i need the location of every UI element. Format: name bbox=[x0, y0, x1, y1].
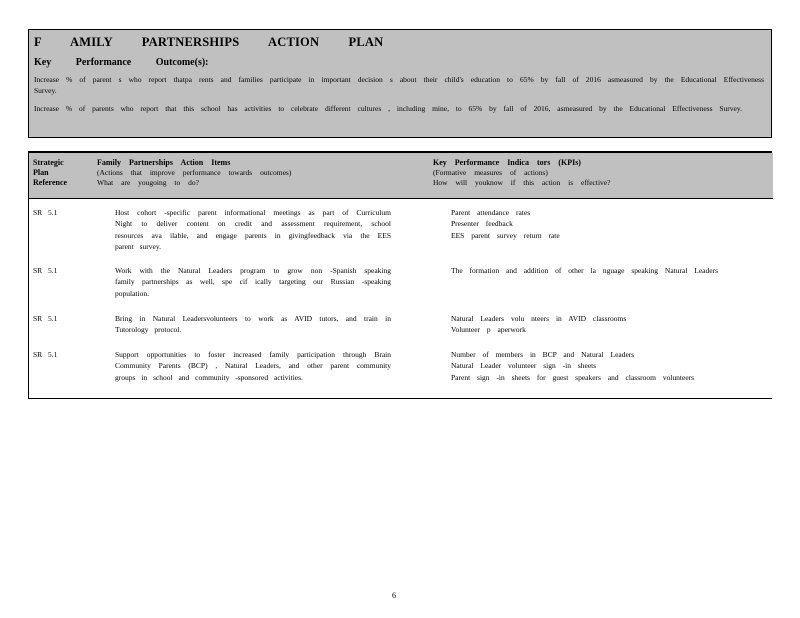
action-text: Work with the Natural Leaders program to grow non -Spanish speaking family partnerships as well, spe cif ically targeting our Russian -speaking population. bbox=[115, 266, 391, 298]
action-plan-table bbox=[28, 151, 772, 399]
kpi-text: Parent attendance rates bbox=[451, 208, 531, 217]
page-number: 6 bbox=[392, 591, 396, 600]
plan-reference: SR 5.1 bbox=[33, 208, 58, 217]
outcomes-section bbox=[28, 29, 772, 138]
kpi-text: EES parent survey return rate bbox=[451, 230, 560, 240]
plan-reference: SR 5.1 bbox=[33, 314, 58, 323]
kpi-text: Presenter feedback bbox=[451, 219, 513, 229]
kpi-list bbox=[433, 349, 763, 383]
list-item bbox=[433, 218, 763, 229]
kpi-list bbox=[433, 265, 763, 288]
kpi-list bbox=[433, 313, 763, 336]
plan-reference: SR 5.1 bbox=[33, 266, 58, 275]
action-text: Host cohort -specific parent informational meetings as part of Curriculum Night to deliver content on credit and assessment requirement, school resources ava ilable, and engage parents in givingfeedback via the EES parent survey. bbox=[115, 208, 391, 252]
plan-reference: SR 5.1 bbox=[33, 350, 58, 359]
document-title: F AMILY PARTNERSHIPS ACTION PLAN bbox=[34, 35, 384, 49]
list-item bbox=[433, 207, 763, 218]
kpi-text: Parent sign -in sheets for guest speakers and classroom volunteers bbox=[451, 372, 695, 382]
strategic-plan-header: Strategic Plan Reference bbox=[33, 158, 68, 187]
list-item bbox=[433, 265, 763, 288]
kpi-text: Number of members in BCP and Natural Leaders bbox=[451, 350, 635, 359]
outcomes-heading: Key Performance Outcome(s): bbox=[34, 57, 209, 68]
action-items-header: Family Partnerships Action Items (Actions that improve performance towards outcomes) What are yougoing to do? bbox=[97, 158, 292, 187]
list-item bbox=[433, 230, 763, 241]
kpi-text: Volunteer p aperwork bbox=[451, 325, 526, 335]
list-item bbox=[433, 360, 763, 371]
outcome-statement: Increase % of parents who report that this school has activities to celebrate different cultures , including mine, to 65% by fall of 2016, asmeasured by the Educational Effectiveness Survey. bbox=[34, 104, 743, 113]
list-item bbox=[433, 313, 763, 324]
list-item bbox=[433, 349, 763, 360]
kpi-text: Natural Leader volunteer sign -in sheets bbox=[451, 361, 597, 371]
kpi-list bbox=[433, 207, 763, 241]
action-text: Support opportunities to foster increased family participation through Brain Community Parents (BCP) , Natural Leaders, and other parent community groups in school and community -sponsored activities. bbox=[115, 350, 391, 382]
outcome-statement: Increase % of parent s who report thatpa rents and families participate in important decision s about their child's education to 65% by fall of 2016 asmeasured by the Educational Effectiveness Survey. bbox=[34, 75, 764, 95]
action-text: Bring in Natural Leadersvolunteers to work as AVID tutors, and train in Tutorology protocol. bbox=[115, 314, 391, 335]
kpi-header: Key Performance Indica tors (KPIs) (Formative measures of actions) How will youknow if this action is effective? bbox=[433, 158, 611, 187]
list-item bbox=[433, 324, 763, 335]
table-header bbox=[29, 153, 773, 199]
kpi-text: Natural Leaders volu nteers in AVID classrooms bbox=[451, 314, 627, 323]
kpi-text: The formation and addition of other la nguage speaking Natural Leaders bbox=[451, 266, 719, 275]
list-item bbox=[433, 372, 763, 383]
